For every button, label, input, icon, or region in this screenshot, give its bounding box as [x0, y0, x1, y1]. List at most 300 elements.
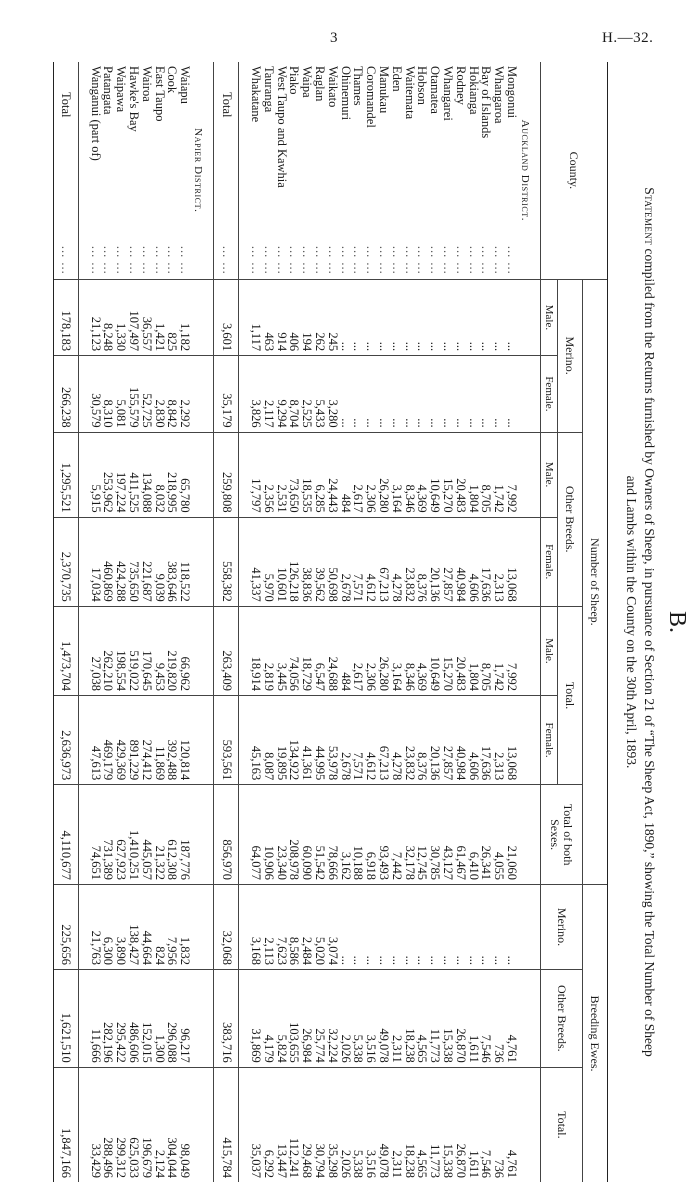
table-row: [326, 62, 339, 1182]
empty-cell: [78, 62, 89, 279]
value-em: ...: [377, 885, 390, 970]
district-heading-row: [518, 62, 541, 1182]
county-name: [416, 62, 429, 279]
value-mf: 52,725: [140, 356, 153, 432]
value-em: ...: [364, 885, 377, 970]
value-mm: 194: [300, 279, 313, 355]
value-om: 4,369: [416, 432, 429, 517]
value-tb: 21,322: [153, 785, 166, 885]
value-of: 39,562: [313, 517, 326, 606]
value-tb: 43,127: [441, 785, 454, 885]
county-label: Mongonui: [505, 66, 519, 119]
value-of: 9,039: [153, 517, 166, 606]
value-em: 8,586: [288, 885, 301, 970]
value-of: 383,646: [166, 517, 179, 606]
value-tf: 41,361: [300, 696, 313, 785]
table-row: [492, 62, 505, 1182]
value-of: 17,034: [89, 517, 102, 606]
county-label: Wairoa: [139, 66, 154, 102]
value-of: 38,836: [300, 517, 313, 606]
total-tf: 2,636,973: [53, 696, 78, 785]
value-et: 2,311: [390, 1067, 403, 1182]
leader-dots: ... ...: [59, 245, 74, 275]
value-of: 2,313: [492, 517, 505, 606]
value-eo: 295,422: [114, 970, 127, 1068]
empty-cell: [191, 785, 214, 885]
value-mf: 9,294: [275, 356, 288, 432]
empty-cell: [191, 606, 214, 695]
value-om: 5,915: [89, 432, 102, 517]
empty-cell: [239, 62, 250, 279]
value-of: 7,571: [352, 517, 365, 606]
value-em: 3,074: [326, 885, 339, 970]
value-mf: ...: [428, 356, 441, 432]
value-tm: 2,617: [352, 606, 365, 695]
leader-dots: ... ...: [287, 245, 302, 275]
value-tb: 60,090: [300, 785, 313, 885]
value-em: 7,623: [275, 885, 288, 970]
value-et: 112,241: [288, 1067, 301, 1182]
value-tb: 731,389: [102, 785, 115, 885]
total-label: [53, 62, 78, 279]
value-et: 4,565: [416, 1067, 429, 1182]
value-tm: 74,056: [288, 606, 301, 695]
value-om: 3,164: [390, 432, 403, 517]
value-eo: 486,606: [127, 970, 140, 1068]
value-of: 50,698: [326, 517, 339, 606]
value-mf: ...: [454, 356, 467, 432]
total-tb: 856,970: [214, 785, 239, 885]
value-em: ...: [390, 885, 403, 970]
value-mm: ...: [428, 279, 441, 355]
table-row: [428, 62, 441, 1182]
county-label: Whangarei: [441, 66, 456, 121]
empty-cell: [191, 696, 214, 785]
county-name: [505, 62, 518, 279]
value-eo: 96,217: [178, 970, 191, 1068]
table-row: [505, 62, 518, 1182]
header-county: County.: [541, 62, 608, 279]
county-name: [377, 62, 390, 279]
empty-cell: [239, 970, 250, 1068]
value-eo: 25,774: [313, 970, 326, 1068]
value-tf: 45,163: [249, 696, 262, 785]
value-tf: 274,412: [140, 696, 153, 785]
value-tf: 13,068: [505, 696, 518, 785]
value-tf: 44,995: [313, 696, 326, 785]
value-tm: 2,819: [262, 606, 275, 695]
table-row: [262, 62, 275, 1182]
value-mf: 30,579: [89, 356, 102, 432]
value-mm: ...: [492, 279, 505, 355]
value-eo: 152,015: [140, 970, 153, 1068]
value-tb: 26,341: [480, 785, 493, 885]
county-label: Bay of Islands: [479, 66, 494, 139]
value-mm: 1,330: [114, 279, 127, 355]
leader-dots: ... ...: [249, 245, 264, 275]
county-name: [275, 62, 288, 279]
value-eo: 11,666: [89, 970, 102, 1068]
total-om: 259,808: [214, 432, 239, 517]
leader-dots: ... ...: [389, 245, 404, 275]
empty-cell: [518, 885, 541, 970]
title-lead: Statement: [642, 187, 657, 246]
value-om: 26,280: [377, 432, 390, 517]
value-mm: 463: [262, 279, 275, 355]
leader-dots: ... ...: [377, 245, 392, 275]
value-tb: 32,178: [403, 785, 416, 885]
value-mf: ...: [505, 356, 518, 432]
value-mf: ...: [441, 356, 454, 432]
county-label: Waipa: [300, 66, 315, 98]
value-tm: 1,742: [492, 606, 505, 695]
value-eo: 4,761: [505, 970, 518, 1068]
table-row: [313, 62, 326, 1182]
county-label: Waiapu: [178, 66, 193, 104]
empty-cell: [78, 356, 89, 432]
value-tm: 20,483: [454, 606, 467, 695]
value-tb: 1,410,251: [127, 785, 140, 885]
value-tb: 627,923: [114, 785, 127, 885]
district-total-row: [214, 62, 239, 1182]
empty-cell: [191, 1067, 214, 1182]
county-name: [102, 62, 115, 279]
value-tf: 27,857: [441, 696, 454, 785]
leader-dots: ... ...: [178, 245, 193, 275]
empty-cell: [78, 517, 89, 606]
county-name: [166, 62, 179, 279]
value-eo: 31,869: [249, 970, 262, 1068]
value-eo: 4,179: [262, 970, 275, 1068]
county-label: Otamatea: [428, 66, 443, 114]
county-name: [249, 62, 262, 279]
value-tm: 170,645: [140, 606, 153, 695]
value-of: 23,832: [403, 517, 416, 606]
value-em: 824: [153, 885, 166, 970]
value-mm: 914: [275, 279, 288, 355]
header-total-female: Female.: [541, 696, 558, 785]
table-row: [178, 62, 191, 1182]
value-mm: 21,123: [89, 279, 102, 355]
value-eo: 282,196: [102, 970, 115, 1068]
value-om: 8,032: [153, 432, 166, 517]
total-mf: 266,238: [53, 356, 78, 432]
county-label: Rodney: [453, 66, 468, 105]
value-of: 41,337: [249, 517, 262, 606]
value-em: 5,020: [313, 885, 326, 970]
value-mf: ...: [390, 356, 403, 432]
empty-cell: [78, 606, 89, 695]
total-tb: 4,110,677: [53, 785, 78, 885]
county-name: [178, 62, 191, 279]
total-em: 32,068: [214, 885, 239, 970]
leader-dots: ... ...: [415, 245, 430, 275]
county-name: [339, 62, 352, 279]
table-row: [275, 62, 288, 1182]
value-em: 1,832: [178, 885, 191, 970]
value-tb: 445,057: [140, 785, 153, 885]
value-tm: 3,445: [275, 606, 288, 695]
leader-dots: ... ...: [325, 245, 340, 275]
value-mm: 1,421: [153, 279, 166, 355]
value-em: 3,890: [114, 885, 127, 970]
value-em: 6,300: [102, 885, 115, 970]
header-other-female: Female.: [541, 517, 558, 606]
value-om: 1,742: [492, 432, 505, 517]
value-tf: 11,869: [153, 696, 166, 785]
table-row: [300, 62, 313, 1182]
leader-dots: ... ...: [139, 245, 154, 275]
county-label: West Taupo and Kawhia: [274, 66, 289, 188]
county-name: [441, 62, 454, 279]
county-name: [454, 62, 467, 279]
value-eo: 26,984: [300, 970, 313, 1068]
value-mf: ...: [467, 356, 480, 432]
empty-cell: [78, 785, 89, 885]
county-label: Ohinemuri: [338, 66, 353, 121]
leader-dots: ... ...: [428, 245, 443, 275]
leader-dots: ... ...: [127, 245, 142, 275]
total-eo: 1,621,510: [53, 970, 78, 1068]
value-mm: 245: [326, 279, 339, 355]
value-tm: 18,729: [300, 606, 313, 695]
value-mf: 8,842: [166, 356, 179, 432]
county-name: [313, 62, 326, 279]
value-eo: 32,224: [326, 970, 339, 1068]
district-heading-row: [191, 62, 214, 1182]
value-eo: 2,026: [339, 970, 352, 1068]
total-of: 2,370,735: [53, 517, 78, 606]
value-tf: 429,369: [114, 696, 127, 785]
header-merino: Merino.: [558, 279, 583, 432]
value-et: 30,794: [313, 1067, 326, 1182]
table-row: [339, 62, 352, 1182]
value-mf: 2,830: [153, 356, 166, 432]
leader-dots: ... ...: [441, 245, 456, 275]
leader-dots: ... ...: [152, 245, 167, 275]
table-row: [288, 62, 301, 1182]
value-tf: 20,136: [428, 696, 441, 785]
total-mf: 35,179: [214, 356, 239, 432]
value-tm: 26,280: [377, 606, 390, 695]
value-tf: 8,087: [262, 696, 275, 785]
value-mm: ...: [480, 279, 493, 355]
county-label: Piako: [287, 66, 302, 95]
value-tb: 30,785: [428, 785, 441, 885]
value-eo: 103,655: [288, 970, 301, 1068]
total-text: Total: [219, 92, 234, 118]
table-row: [480, 62, 493, 1182]
value-et: 5,338: [352, 1067, 365, 1182]
value-tm: 484: [339, 606, 352, 695]
county-label: East Taupo: [152, 66, 167, 122]
value-et: 2,124: [153, 1067, 166, 1182]
header-ewes-other-breeds: Other Breeds.: [541, 970, 583, 1068]
county-label: Waikato: [325, 66, 340, 108]
value-mm: ...: [505, 279, 518, 355]
value-of: 20,136: [428, 517, 441, 606]
value-of: 118,522: [178, 517, 191, 606]
value-mm: 107,497: [127, 279, 140, 355]
table-row: [166, 62, 179, 1182]
county-name: [403, 62, 416, 279]
table-row: [249, 62, 262, 1182]
county-label: Whakatane: [249, 66, 264, 123]
value-et: 11,773: [428, 1067, 441, 1182]
value-tb: 612,308: [166, 785, 179, 885]
empty-cell: [78, 1067, 89, 1182]
value-om: 2,306: [364, 432, 377, 517]
table-row: [377, 62, 390, 1182]
value-em: ...: [454, 885, 467, 970]
value-eo: 296,088: [166, 970, 179, 1068]
table-row: [390, 62, 403, 1182]
value-em: ...: [428, 885, 441, 970]
value-et: 35,037: [249, 1067, 262, 1182]
empty-cell: [239, 885, 250, 970]
table-row: [403, 62, 416, 1182]
value-tf: 47,613: [89, 696, 102, 785]
value-em: ...: [352, 885, 365, 970]
value-tb: 3,162: [339, 785, 352, 885]
value-eo: 26,870: [454, 970, 467, 1068]
value-tf: 8,376: [416, 696, 429, 785]
empty-cell: [78, 432, 89, 517]
value-eo: 5,338: [352, 970, 365, 1068]
county-name: [352, 62, 365, 279]
leader-dots: ... ...: [492, 245, 507, 275]
value-om: 2,617: [352, 432, 365, 517]
district-total-row: [53, 62, 78, 1182]
value-of: 5,970: [262, 517, 275, 606]
value-et: 29,468: [300, 1067, 313, 1182]
value-om: 2,531: [275, 432, 288, 517]
county-name: [288, 62, 301, 279]
value-om: 24,443: [326, 432, 339, 517]
value-tf: 23,832: [403, 696, 416, 785]
value-et: 6,292: [262, 1067, 275, 1182]
county-name: [127, 62, 140, 279]
value-of: 27,857: [441, 517, 454, 606]
value-tb: 187,776: [178, 785, 191, 885]
page-reference: H.—32.: [602, 30, 654, 46]
value-et: 299,312: [114, 1067, 127, 1182]
county-name: [480, 62, 493, 279]
value-et: 7,546: [480, 1067, 493, 1182]
total-eo: 383,716: [214, 970, 239, 1068]
leader-dots: ... ...: [505, 245, 519, 275]
county-label: Whangaroa: [492, 66, 507, 124]
county-label: Hawke's Bay: [127, 66, 142, 132]
value-om: 484: [339, 432, 352, 517]
value-mf: ...: [480, 356, 493, 432]
value-om: 10,649: [428, 432, 441, 517]
header-ewes-merino: Merino.: [541, 885, 583, 970]
leader-dots: ... ...: [466, 245, 481, 275]
empty-cell: [518, 696, 541, 785]
county-label: Thames: [351, 66, 366, 106]
empty-cell: [239, 517, 250, 606]
county-name: [300, 62, 313, 279]
empty-cell: [518, 517, 541, 606]
value-om: 2,356: [262, 432, 275, 517]
value-mf: 8,704: [288, 356, 301, 432]
header-number-of-sheep: Number of Sheep.: [583, 279, 608, 884]
header-other-male: Male.: [541, 432, 558, 517]
county-label: Eden: [389, 66, 404, 92]
total-tm: 263,409: [214, 606, 239, 695]
value-tf: 134,922: [288, 696, 301, 785]
value-om: 15,270: [441, 432, 454, 517]
table-row: [441, 62, 454, 1182]
value-tb: 61,467: [454, 785, 467, 885]
value-om: 1,804: [467, 432, 480, 517]
value-of: 735,650: [127, 517, 140, 606]
empty-cell: [191, 356, 214, 432]
empty-cell: [191, 432, 214, 517]
empty-cell: [78, 279, 89, 355]
value-mf: 155,579: [127, 356, 140, 432]
value-om: 8,346: [403, 432, 416, 517]
empty-cell: [239, 1067, 250, 1182]
county-label: Tauranga: [261, 66, 276, 113]
page-number: 3: [330, 30, 338, 46]
value-tm: 219,820: [166, 606, 179, 695]
value-em: ...: [416, 885, 429, 970]
value-tm: 18,914: [249, 606, 262, 695]
value-tb: 10,906: [262, 785, 275, 885]
value-tm: 8,346: [403, 606, 416, 695]
value-tm: 6,547: [313, 606, 326, 695]
value-tm: 66,962: [178, 606, 191, 695]
value-tm: 9,453: [153, 606, 166, 695]
value-tf: 891,229: [127, 696, 140, 785]
value-tb: 208,978: [288, 785, 301, 885]
value-om: 17,797: [249, 432, 262, 517]
header-merino-female: Female.: [541, 356, 558, 432]
county-label: Patangata: [101, 66, 116, 115]
value-tm: 10,649: [428, 606, 441, 695]
value-mm: 8,248: [102, 279, 115, 355]
value-tm: 519,022: [127, 606, 140, 695]
value-et: 304,044: [166, 1067, 179, 1182]
empty-cell: [518, 785, 541, 885]
county-label: Waipawa: [114, 66, 129, 113]
total-of: 558,382: [214, 517, 239, 606]
value-of: 2,678: [339, 517, 352, 606]
value-em: ...: [441, 885, 454, 970]
header-breeding-ewes: Breeding Ewes.: [583, 885, 608, 1182]
value-eo: 1,611: [467, 970, 480, 1068]
leader-dots: ... ...: [402, 245, 417, 275]
total-tf: 593,561: [214, 696, 239, 785]
value-mf: ...: [403, 356, 416, 432]
table-row: [114, 62, 127, 1182]
value-mm: ...: [364, 279, 377, 355]
value-mf: 8,310: [102, 356, 115, 432]
value-mm: ...: [339, 279, 352, 355]
table-row: [89, 62, 102, 1182]
county-name: [390, 62, 403, 279]
value-tb: 10,188: [352, 785, 365, 885]
value-eo: 7,546: [480, 970, 493, 1068]
header-merino-male: Male.: [541, 279, 558, 355]
district-name: Auckland District.: [518, 119, 531, 222]
empty-cell: [239, 279, 250, 355]
value-of: 10,601: [275, 517, 288, 606]
empty-cell: [518, 279, 541, 355]
value-tm: 15,270: [441, 606, 454, 695]
